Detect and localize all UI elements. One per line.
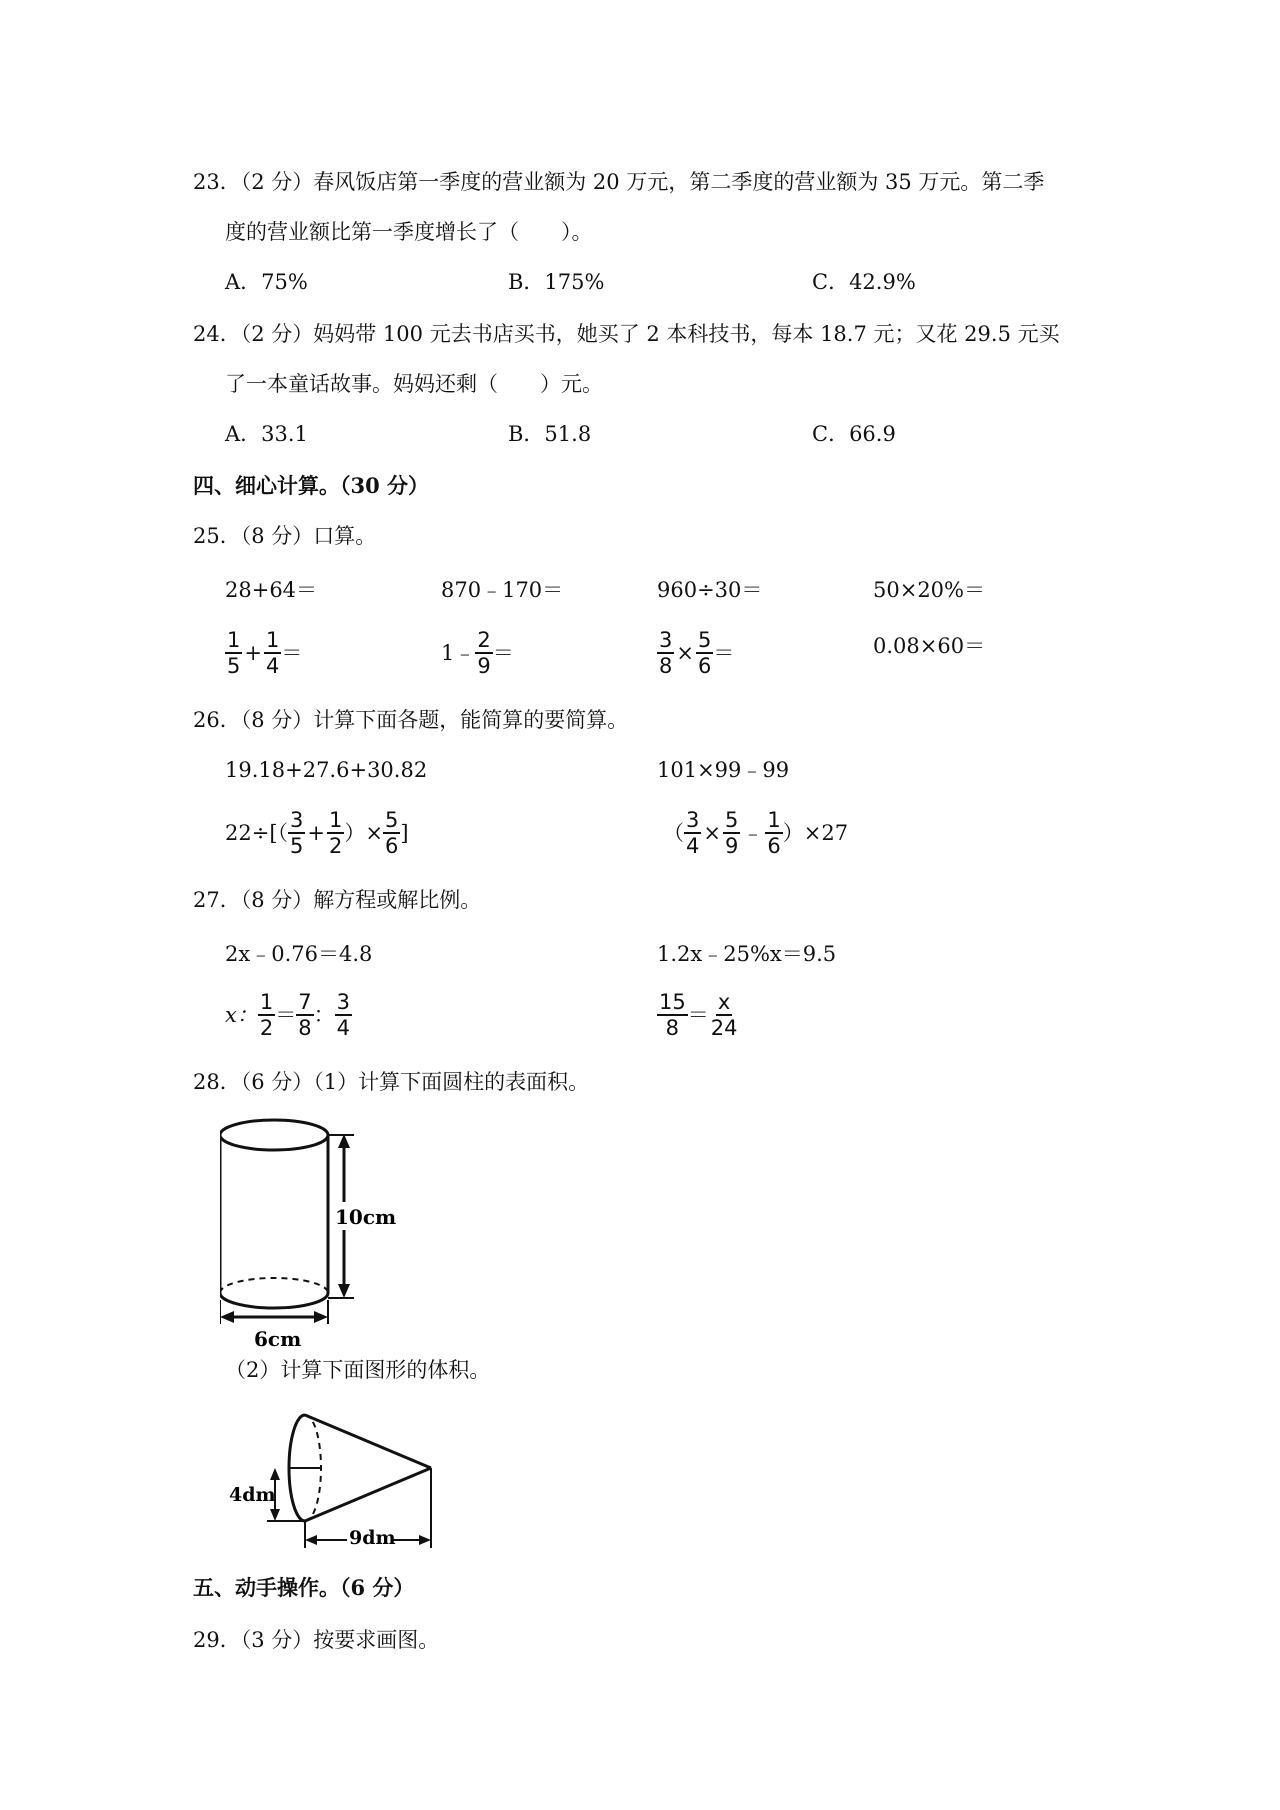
q28-title: 28．（6 分）（1）计算下面圆柱的表面积。 [193,1070,590,1094]
q23-option-b: B．175% [508,270,605,294]
q25-calc-6: 1﹣ $\frac{2}{9}$ ＝ [441,628,514,678]
fraction: $\frac{2}{9}$ [477,628,491,678]
fraction: $\frac{1}{5}$ [227,628,241,678]
cylinder-bottom-front [220,1293,328,1308]
q29-title: 29．（3 分）按要求画图。 [193,1628,440,1652]
q23-line2: 度的营业额比第一季度增长了（ ）。 [225,220,593,244]
q25-calc-5: $\frac{1}{5}$ + $\frac{1}{4}$ ＝ [227,628,303,678]
q28-part2: （2）计算下面图形的体积。 [225,1358,491,1382]
q26-expr-3: 22÷[（ $\frac{3}{5}$ + $\frac{1}{2}$ ）× $\frac{5}{6}$ ] [225,808,409,858]
fraction: $\frac{x}{24}$ [710,990,738,1040]
q24-line1: 24．（2 分）妈妈带 100 元去书店买书，她买了 2 本科技书，每本 18.7 元；又花 29.5 元买 [193,322,1060,346]
height-label: 9dm [349,1527,396,1549]
cone-slant-top [305,1415,431,1468]
fraction: $\frac{7}{8}$ [298,990,312,1040]
fraction: $\frac{1}{6}$ [767,808,781,858]
cylinder-top-ellipse [220,1120,328,1150]
q26-expr-1: 19.18+27.6+30.82 [225,758,428,782]
q27-equation-1: 2x﹣0.76＝4.8 [225,942,373,966]
q23-option-a: A．75% [225,270,308,294]
fraction: $\frac{5}{9}$ [724,808,739,858]
section5-title: 五、动手操作。（6 分） [193,1575,415,1600]
height-arrow-left [305,1535,317,1545]
q27-proportion-2: $\frac{15}{8}$ ＝ $\frac{x}{24}$ [659,990,738,1040]
fraction: $\frac{1}{2}$ [259,990,274,1040]
fraction: $\frac{15}{8}$ [659,990,686,1040]
height-arrow-top [338,1134,350,1148]
cone-slant-bottom [305,1468,431,1521]
q27-proportion-1: x： $\frac{1}{2}$ ＝ $\frac{7}{8}$ ： $\frac{3}{4}$ [225,990,350,1040]
cylinder-figure [220,1110,420,1355]
diameter-arrow-left [220,1311,234,1323]
q25-title: 25．（8 分）口算。 [193,524,377,548]
q27-title: 27．（8 分）解方程或解比例。 [193,888,482,912]
fraction: $\frac{3}{5}$ [290,808,304,858]
fraction: $\frac{1}{2}$ [329,808,343,858]
q24-option-a: A．33.1 [225,422,308,446]
section4-title: 四、细心计算。（30 分） [193,473,430,498]
q25-calc-1: 28+64＝ [225,578,318,602]
fraction: $\frac{3}{8}$ [659,628,673,678]
q25-calc-7: $\frac{3}{8}$ × $\frac{5}{6}$ ＝ [659,628,735,678]
q26-title: 26．（8 分）计算下面各题，能简算的要简算。 [193,708,629,732]
diameter-arrow-right [314,1311,328,1323]
diameter-label: 6cm [254,1327,302,1351]
q24-line2: 了一本童话故事。妈妈还剩（ ）元。 [225,372,603,396]
q25-calc-3: 960÷30＝ [657,578,763,602]
q23-line1: 23．（2 分）春风饭店第一季度的营业额为 20 万元，第二季度的营业额为 35 万元。第二季 [193,170,1045,194]
radius-arrow-top [270,1468,280,1480]
radius-label: 4dm [229,1484,276,1506]
q25-calc-2: 870﹣170＝ [441,578,564,602]
q26-expr-4: （ $\frac{3}{4}$ × $\frac{5}{9}$ ﹣ $\frac{1}{6}$ ）×27 [663,808,849,858]
height-arrow-bottom [338,1284,350,1298]
radius-arrow-bottom [270,1509,280,1521]
fraction: $\frac{1}{4}$ [265,628,280,678]
q23-option-c: C．42.9% [812,270,916,294]
q24-option-c: C．66.9 [812,422,896,446]
height-arrow-right [419,1535,431,1545]
q27-equation-2: 1.2x﹣25%x＝9.5 [657,942,837,966]
fraction: $\frac{3}{4}$ [336,990,350,1040]
fraction: $\frac{5}{6}$ [697,628,712,678]
height-label: 10cm [335,1205,397,1229]
fraction: $\frac{3}{4}$ [686,808,700,858]
q25-calc-4: 50×20%＝ [873,578,985,602]
cylinder-bottom-back-dashed [220,1278,328,1293]
q24-option-b: B．51.8 [508,422,592,446]
q26-expr-2: 101×99﹣99 [657,758,790,782]
fraction: $\frac{5}{6}$ [384,808,399,858]
cone-figure [225,1400,435,1550]
q25-calc-8: 0.08×60＝ [873,634,986,658]
